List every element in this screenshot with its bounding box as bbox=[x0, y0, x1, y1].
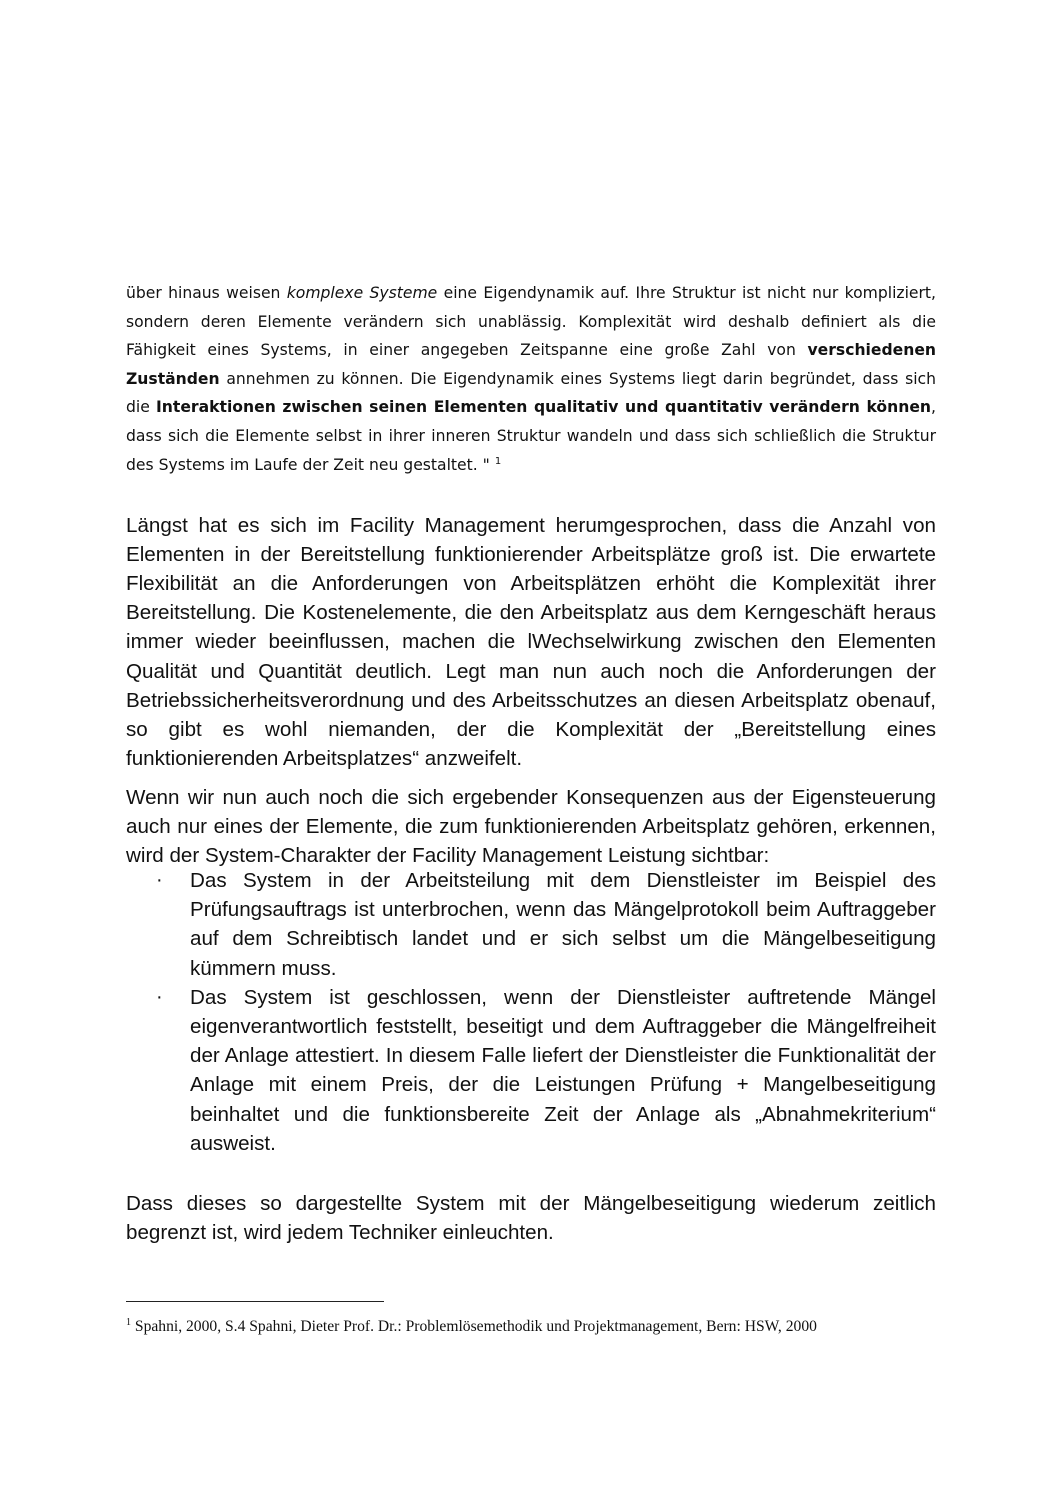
quote-bold-term-2: Interaktionen zwischen seinen Elementen qualitativ und quantitativ verändern können bbox=[155, 398, 932, 417]
quote-text-2: eine Eigendynamik auf. Ihre Struktur ist nicht nur kompliziert, sondern deren Elemente verändern sich unablässig. Komplexität wird deshalb definiert als die Fähigkeit eines Systems, in einer angegeben Zeitspanne eine große Zahl von bbox=[126, 284, 936, 360]
bullet-marker: · bbox=[156, 985, 163, 1008]
quote-italic-term: komplexe Systeme bbox=[286, 284, 438, 302]
list-item bbox=[126, 866, 936, 983]
quote-text-1: über hinaus weisen bbox=[126, 284, 287, 302]
footnote-reference: 1 bbox=[494, 455, 502, 467]
footnote-text: Spahni, 2000, S.4 Spahni, Dieter Prof. Dr.: Problemlösemethodik und Projektmanagement, Bern: HSW, 2000 bbox=[131, 1318, 817, 1335]
quote-bold-term-1: verschiedenen Zuständen bbox=[126, 341, 936, 388]
list-item bbox=[126, 983, 936, 1158]
footnote bbox=[126, 1316, 936, 1338]
list-item-text: Das System in der Arbeitsteilung mit dem Dienstleister im Beispiel des Prüfungsauftrags ist unterbrochen, wenn das Mängelprotokoll beim Auftraggeber auf dem Schreibtisch landet und er sich selbst um die Mängelbeseitigung kümmern muss. bbox=[190, 869, 936, 980]
quote-text-4: , dass sich die Elemente selbst in ihrer inneren Struktur wandeln und dass sich schließlich die Struktur des Systems im Laufe der Zeit neu gestaltet. " bbox=[126, 398, 936, 474]
body-paragraph-3: Dass dieses so dargestellte System mit der Mängelbeseitigung wiederum zeitlich begrenzt ist, wird jedem Techniker einleuchten. bbox=[126, 1191, 936, 1244]
quote-paragraph bbox=[126, 279, 936, 479]
footnote-divider bbox=[126, 1301, 384, 1302]
bullet-marker: · bbox=[156, 869, 163, 891]
list-item-text: Das System ist geschlossen, wenn der Dienstleister auftretende Mängel eigenverantwortlich feststellt, beseitigt und dem Auftraggeber die Mängelfreiheit der Anlage attestiert. In diesem Falle liefert der Dienstleister die Funktionalität der Anlage mit einem Preis, der die Leistungen Prüfung + Mangelbeseitigung beinhaltet und die funktionsbereite Zeit der Anlage als „Abnahmekriterium“ ausweist. bbox=[190, 985, 936, 1155]
body-paragraph-2: Wenn wir nun auch noch die sich ergebender Konsequenzen aus der Eigensteuerung auch nur eines der Elemente, die zum funktionierenden Arbeitsplatz gehören, erkennen, wird der System-Charakter der Facility Management Leistung sichtbar: bbox=[126, 785, 936, 867]
body-paragraph-1: Längst hat es sich im Facility Management herumgesprochen, dass die Anzahl von Elementen in der Bereitstellung funktionierender Arbeitsplätze groß ist. Die erwartete Flexibilität an die Anforderungen von Arbeitsplätzen erhöht die Komplexität ihrer Bereitstellung. Die Kostenelemente, die den Arbeitsplatz aus dem Kerngeschäft heraus immer wieder beeinflussen, machen die lWechselwirkung zwischen den Elementen Qualität und Quantität deutlich. Legt man nun auch noch die Anforderungen der Betriebssicherheitsverordnung und des Arbeitsschutzes an diesen Arbeitsplatz obenauf, so gibt es wohl niemanden, der die Komplexität der „Bereitstellung eines funktionierenden Arbeitsplatzes“ anzweifelt. bbox=[126, 513, 936, 771]
bullet-list bbox=[126, 866, 936, 1158]
footnote-number: 1 bbox=[126, 1317, 131, 1328]
quote-text-3: annehmen zu können. Die Eigendynamik eines Systems liegt darin begründet, dass sich die bbox=[126, 369, 936, 417]
